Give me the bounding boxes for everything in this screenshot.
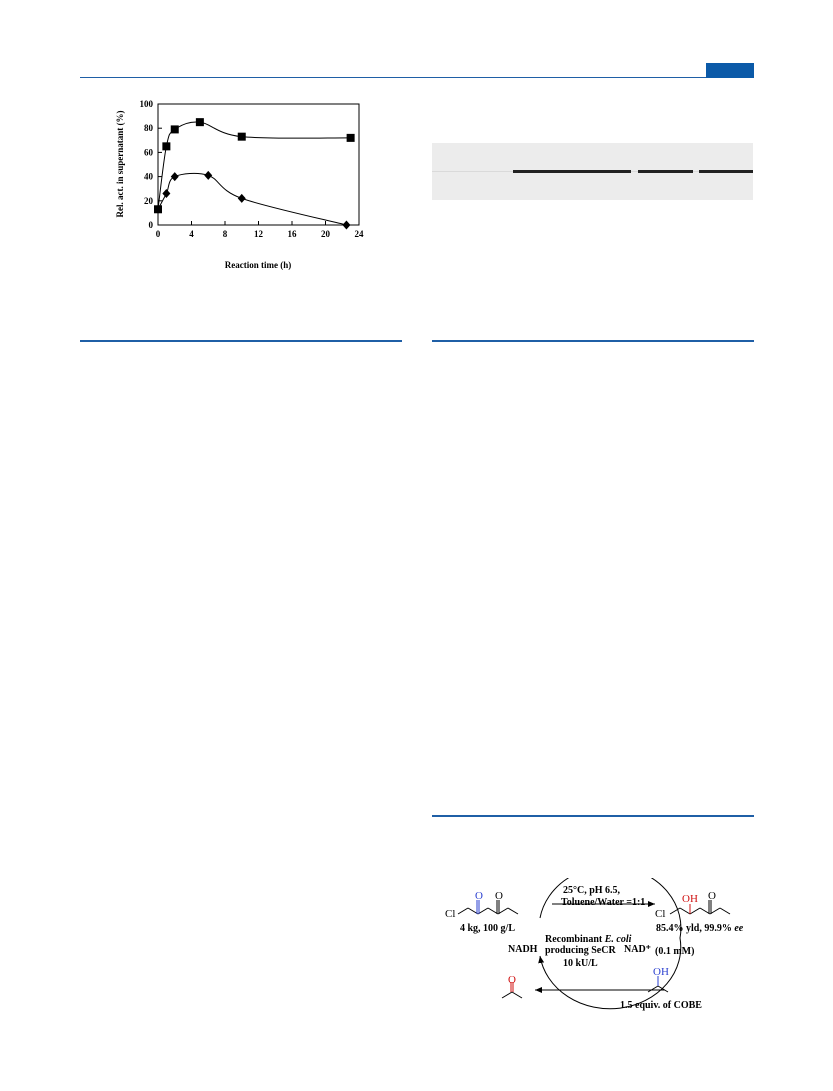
y-tick-label: 0	[148, 220, 153, 230]
table-rule-1	[513, 170, 631, 173]
acetone-o: O	[508, 974, 516, 986]
product-cl: Cl	[655, 908, 666, 920]
table-rule-2	[638, 170, 693, 173]
y-tick-label: 100	[139, 99, 153, 109]
product-oh: OH	[682, 893, 698, 905]
header-rule	[80, 77, 754, 78]
plot-frame	[158, 104, 359, 225]
x-tick-label: 16	[287, 229, 297, 239]
x-tick-label: 0	[155, 229, 161, 239]
catalyst-line3: 10 kU/L	[563, 958, 598, 969]
series-square-line	[158, 122, 351, 209]
x-axis-label: Reaction time (h)	[224, 260, 292, 270]
header-tab	[706, 63, 754, 78]
y-axis-label: Rel. act. in supernatant (%)	[115, 110, 125, 218]
substrate-cl: Cl	[445, 908, 456, 920]
product-ee: ee	[734, 923, 744, 934]
series-square-point	[196, 118, 204, 126]
series-diamond-point	[238, 194, 246, 203]
series-diamond-point	[171, 172, 179, 181]
section-rule-right	[432, 340, 754, 342]
activity-chart	[110, 88, 380, 278]
series-diamond-point	[342, 221, 350, 230]
cofactor-conc: (0.1 mM)	[655, 946, 695, 957]
catalyst-line2: producing SeCR	[545, 945, 616, 956]
section-rule-left	[80, 340, 402, 342]
series-square-point	[238, 133, 246, 141]
product-yield	[656, 923, 743, 934]
x-tick-label: 12	[254, 229, 263, 239]
substrate-amount: 4 kg, 100 g/L	[460, 923, 516, 934]
scheme-conditions-top: 25°C, pH 6.5,	[563, 885, 621, 896]
substrate-ester-o: O	[495, 890, 503, 902]
cofactor-nad: NAD⁺	[624, 944, 651, 955]
substrate-ketone-o: O	[475, 890, 483, 902]
substrate-structure	[458, 900, 518, 914]
x-tick-label: 8	[222, 229, 228, 239]
product-ester-o: O	[708, 890, 716, 902]
series-diamond-line	[158, 173, 346, 225]
series-square-point	[171, 125, 179, 133]
table-rule-3	[699, 170, 753, 173]
y-tick-label: 60	[144, 147, 153, 158]
y-tick-label: 80	[144, 123, 153, 134]
x-tick-label: 20	[321, 229, 330, 239]
cosubstrate-label: 1.5 equiv. of COBE	[620, 1000, 702, 1011]
series-diamond-point	[204, 171, 212, 180]
series-square-point	[347, 134, 355, 142]
section-rule-scheme	[432, 815, 754, 817]
x-tick-label: 24	[354, 229, 364, 239]
x-tick-label: 4	[189, 229, 194, 239]
catalyst-line1: Recombinant E. coli	[545, 934, 632, 945]
cofactor-nadh: NADH	[508, 944, 538, 955]
y-tick-label: 20	[144, 195, 153, 206]
product-yield-value: 85.4% yld, 99.9%	[656, 923, 732, 934]
y-tick-label: 40	[144, 171, 153, 182]
series-square-point	[162, 142, 170, 150]
series-diamond-point	[162, 189, 170, 198]
isopropanol-oh: OH	[653, 966, 669, 978]
scheme-conditions-bottom: Toluene/Water =1:1	[561, 897, 646, 908]
